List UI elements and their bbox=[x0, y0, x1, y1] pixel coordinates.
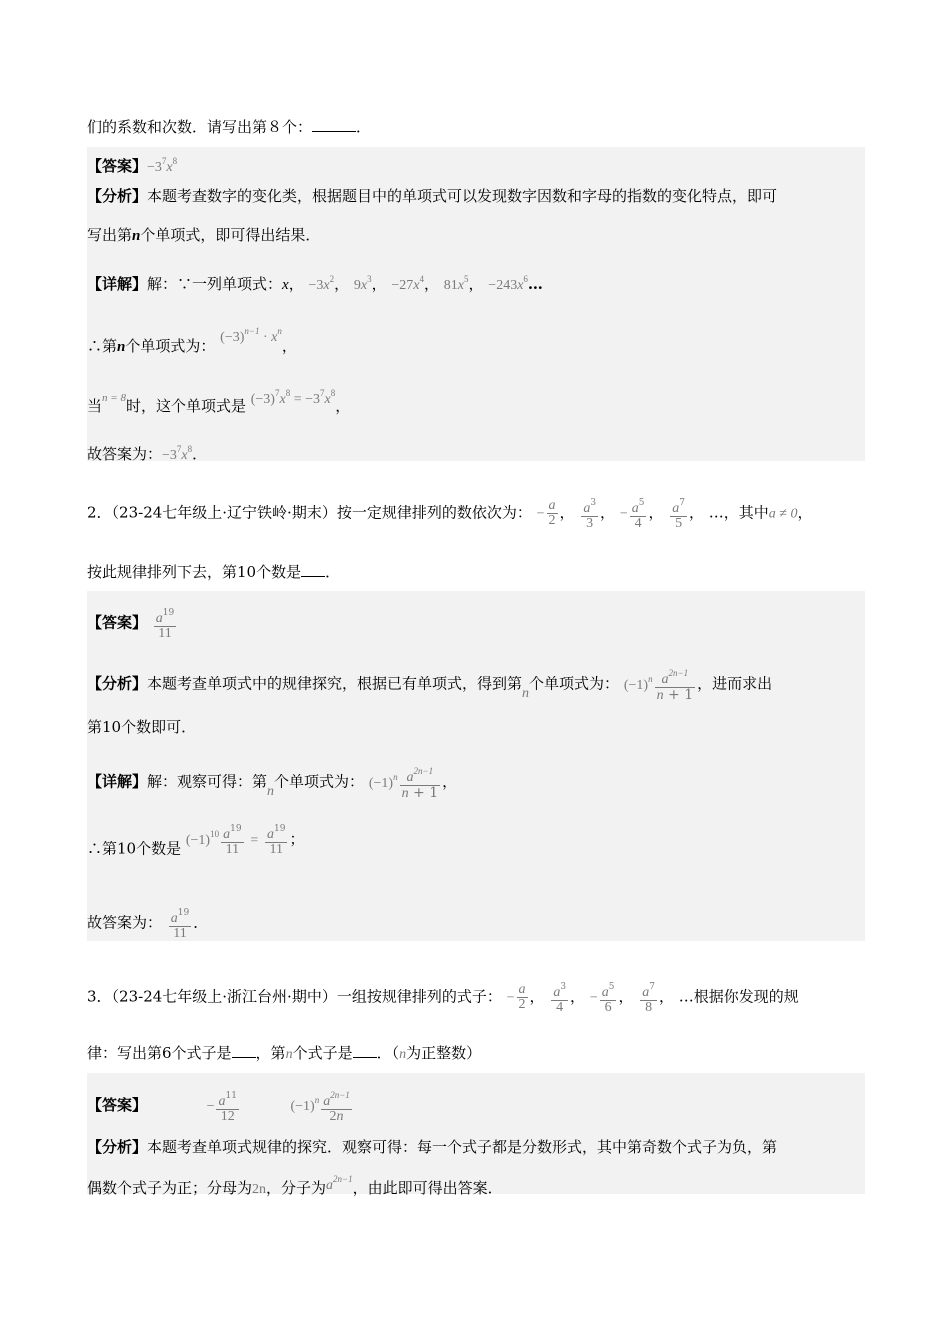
q2-question-line-1: 2．（23-24七年级上·辽宁铁岭·期末）按一定规律排列的数依次为： − $\frac{a}{2}$ ， $\frac{a^3}{3}$ ， − $\frac{a^5}{4}$ ， $\frac{a^7}{5}$ ， …，其中a ≠ 0， bbox=[87, 498, 813, 531]
q1-when-line: 当$^{n = 8}$时，这个单项式是 $(-3)^7x^8 = -3^7x^8$， bbox=[87, 388, 351, 415]
q3-answer: 【答案】 − $\frac{a^{11}}{12}$ $(-1)^n$ $\frac{a^{2n-1}}{2n}$ bbox=[87, 1090, 350, 1124]
q1-therefore-line: ∴第n个单项式为： $(-3)^{n-1} \cdot x^n$， bbox=[87, 326, 297, 355]
answer-blank bbox=[232, 1043, 256, 1058]
q2-therefore-line: ∴第10个数是 $(-1)^{10}$ $\frac{a^{19}}{11}$ = $\frac{a^{19}}{11}$ ； bbox=[87, 824, 305, 858]
q3-analysis-line-2: 偶数个式子为正；分母为2n，分子为$a^{2n-1}$，由此即可得出答案． bbox=[87, 1174, 503, 1197]
q1-answer: 【答案】$-3^7x^8$ bbox=[87, 156, 178, 175]
answer-blank bbox=[353, 1043, 377, 1058]
q2-analysis-line-1: 【分析】本题考查单项式中的规律探究，根据已有单项式，得到第n个单项式为： $(-1)^n$ $\frac{a^{2n-1}}{n + 1}$ ，进而求出 bbox=[87, 668, 773, 703]
answer-blank bbox=[312, 117, 356, 132]
q2-question-line-2: 按此规律排列下去，第10个数是 ． bbox=[87, 563, 341, 581]
q2-final-line: 故答案为： $\frac{a^{19}}{11}$ ． bbox=[87, 908, 209, 941]
q2-answer: 【答案】 $\frac{a^{19}}{11}$ bbox=[87, 608, 175, 641]
answer-blank bbox=[301, 562, 325, 577]
q1-continuation: 们的系数和次数．请写出第８个： ． bbox=[87, 118, 372, 136]
q1-final-line: 故答案为：$-3^7x^8$． bbox=[87, 444, 208, 463]
q3-question-line-2: 律：写出第6个式子是 ，第n个式子是 ．（n为正整数） bbox=[87, 1044, 482, 1062]
q2-analysis-line-2: 第10个数即可． bbox=[87, 718, 197, 736]
q1-analysis-line-1: 【分析】本题考查数字的变化类，根据题目中的单项式可以发现数字因数和字母的指数的变化特点，即可 bbox=[87, 187, 778, 205]
q1-analysis-line-2: 写出第n个单项式，即可得出结果． bbox=[87, 226, 321, 244]
q1-detail-line: 【详解】解：∵一列单项式：x， $-3x^2$， $9x^3$， $-27x^4$， $81x^5$， $-243x^6\dots$ bbox=[87, 274, 543, 293]
q3-question-line-1: 3．（23-24七年级上·浙江台州·期中）一组按规律排列的式子： − $\frac{a}{2}$ ， $\frac{a^3}{4}$ ， − $\frac{a^5}{6}$ ， $\frac{a^7}{8}$ ， …根据你发现的规 bbox=[87, 982, 799, 1015]
q3-analysis-line-1: 【分析】本题考查单项式规律的探究．观察可得：每一个式子都是分数形式，其中第奇数个式子为负，第 bbox=[87, 1138, 778, 1156]
q2-detail-line: 【详解】解：观察可得：第n个单项式为： $(-1)^n$ $\frac{a^{2n-1}}{n + 1}$ ， bbox=[87, 766, 458, 801]
